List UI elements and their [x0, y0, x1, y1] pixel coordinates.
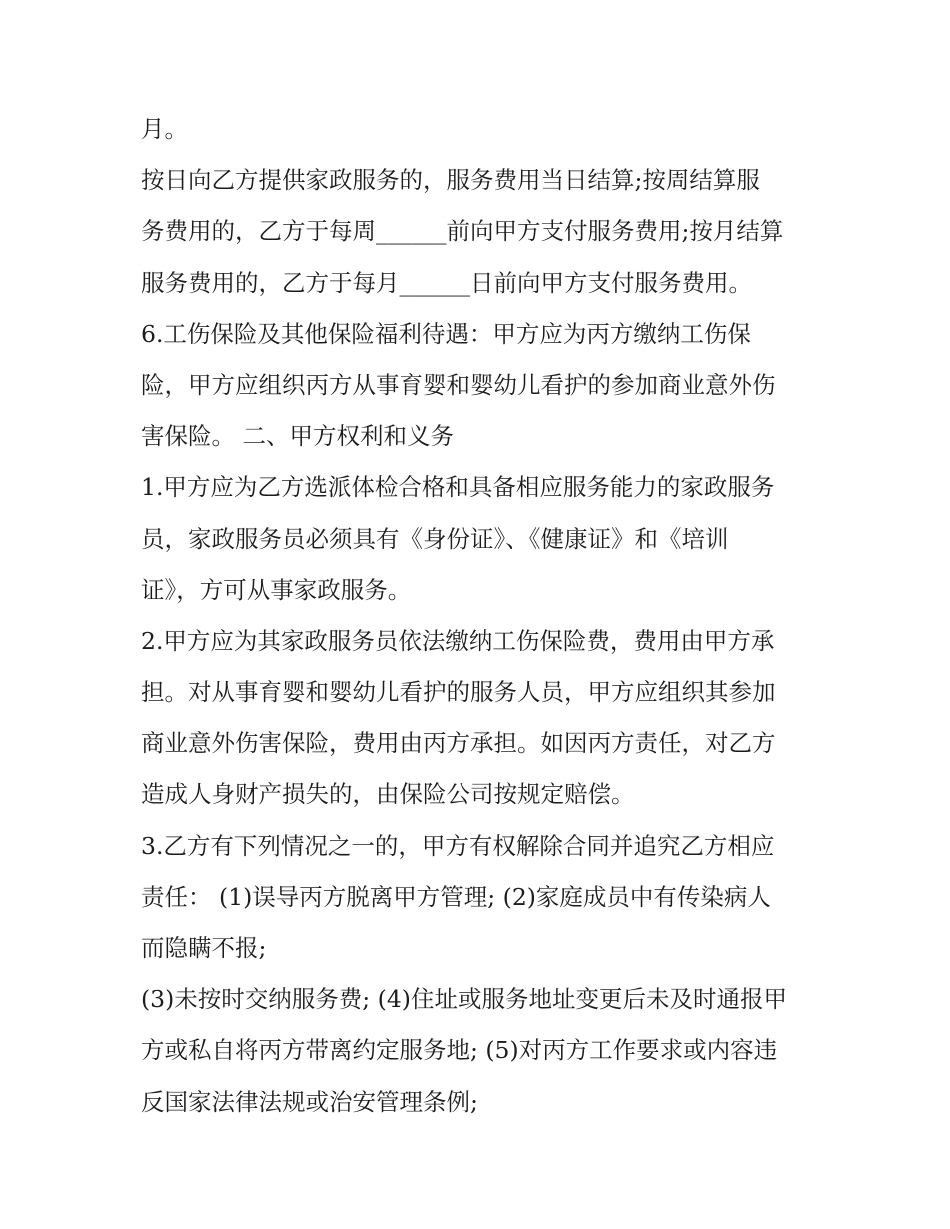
- text-line: 月。: [141, 115, 188, 143]
- text-line: 造成人身财产损失的，由保险公司按规定赔偿。: [141, 780, 635, 809]
- document-body: [141, 104, 821, 1128]
- text-line: 担。对从事育婴和婴幼儿看护的服务人员，甲方应组织其参加: [141, 678, 776, 707]
- text-line: 害保险。 二、甲方权利和义务: [141, 422, 454, 451]
- text-line: 服务费用的，乙方于每月______日前向甲方支付服务费用。: [141, 268, 752, 297]
- text-line: 员，家政服务员必须具有《身份证》、《健康证》和《培训: [141, 524, 729, 553]
- text-line: 证》，方可从事家政服务。: [141, 575, 412, 604]
- text-line: 6.工伤保险及其他保险福利待遇：甲方应为丙方缴纳工伤保: [141, 319, 751, 348]
- text-line: (3)未按时交纳服务费; (4)住址或服务地址变更后未及时通报甲: [141, 985, 787, 1014]
- text-line: 商业意外伤害保险，费用由丙方承担。如因丙方责任，对乙方: [141, 729, 776, 758]
- text-line: 方或私自将丙方带离约定服务地; (5)对丙方工作要求或内容违: [141, 1036, 778, 1065]
- text-line: 反国家法律法规或治安管理条例;: [141, 1087, 478, 1116]
- text-line: 险，甲方应组织丙方从事育婴和婴幼儿看护的参加商业意外伤: [141, 370, 776, 399]
- text-line: 1.甲方应为乙方选派体检合格和具备相应服务能力的家政服务: [141, 473, 775, 502]
- text-line: 而隐瞒不报;: [141, 934, 267, 962]
- text-line: 按日向乙方提供家政服务的，服务费用当日结算;按周结算服: [141, 166, 760, 195]
- text-line: 务费用的，乙方于每周______前向甲方支付服务费用;按月结算: [141, 217, 784, 246]
- text-line: 3.乙方有下列情况之一的，甲方有权解除合同并追究乙方相应: [141, 831, 775, 860]
- text-line: 2.甲方应为其家政服务员依法缴纳工伤保险费，费用由甲方承: [141, 626, 775, 655]
- text-line: 责任： (1)误导丙方脱离甲方管理; (2)家庭成员中有传染病人: [141, 882, 771, 911]
